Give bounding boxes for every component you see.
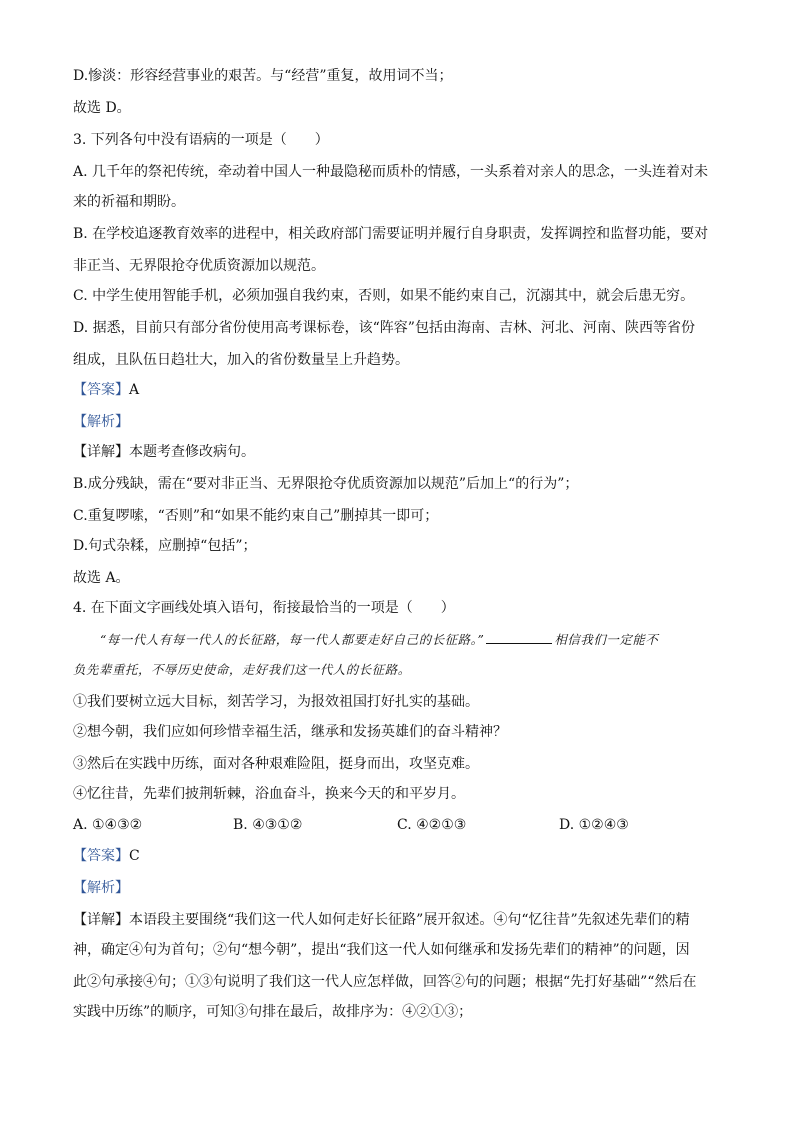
q4-option-c: C. ④②①③ — [397, 817, 467, 833]
q3-answer-line — [73, 380, 723, 400]
text-line: 此②句承接④句；①③句说明了我们这一代人应怎样做，回答②句的问题；根据“先打好基础”“然后在 — [73, 974, 697, 990]
q3-analysis-line — [73, 412, 723, 432]
q3-answer: A — [129, 382, 140, 398]
q4-sentence-4: ④忆往昔，先辈们披荆斩棘，浴血奋斗，换来今天的和平岁月。 — [73, 786, 465, 802]
q4-analysis-line — [73, 878, 723, 898]
q4-passage-line-2: 负先辈重托，不辱历史使命，走好我们这一代人的长征路。 — [73, 662, 411, 677]
q3-option-b: B. 在学校追逐教育效率的进程中，相关政府部门需要证明并履行自身职责，发挥调控和监督功能，要对 — [73, 226, 709, 242]
q4-answer: C — [129, 848, 140, 864]
text-line: B.成分残缺，需在“要对非正当、无界限抢夺优质资源加以规范”后加上“的行为”； — [73, 476, 579, 492]
q3-detail-line: 【详解】本题考查修改病句。 — [73, 444, 255, 460]
q4-options — [73, 815, 723, 835]
answer-tag: 【答案】 — [73, 382, 129, 398]
detail-tag: 【详解】 — [73, 444, 129, 460]
fill-blank — [486, 630, 552, 644]
text-line: D.惨淡：形容经营事业的艰苦。与“经营”重复，故用词不当； — [73, 68, 453, 84]
text-line: C.重复啰嗦，“否则”和“如果不能约束自己”删掉其一即可； — [73, 508, 439, 524]
text-line: 故选 A。 — [73, 570, 130, 586]
text-line: 神，确定④句为首句；②句“想今朝”，提出“我们这一代人如何继承和发扬先辈们的精神”的问题，因 — [73, 942, 690, 958]
q3-option-d-cont: 组成，且队伍日趋壮大，加入的省份数量呈上升趋势。 — [73, 352, 409, 368]
answer-tag: 【答案】 — [73, 848, 129, 864]
analysis-tag: 【解析】 — [73, 880, 129, 896]
analysis-tag: 【解析】 — [73, 414, 129, 430]
q3-option-a: A. 几千年的祭祀传统，牵动着中国人一种最隐秘而质朴的情感，一头系着对亲人的思念，一头连着对未 — [73, 164, 709, 180]
q3-option-c: C. 中学生使用智能手机，必须加强自我约束，否则，如果不能约束自己，沉溺其中，就会后患无穷。 — [73, 288, 695, 304]
q4-option-a: A. ①④③② — [73, 817, 143, 833]
detail-tag: 【详解】 — [73, 912, 129, 928]
question-4-stem: 4. 在下面文字画线处填入语句，衔接最恰当的一项是（ ） — [73, 600, 455, 616]
q3-option-b-cont: 非正当、无界限抢夺优质资源加以规范。 — [73, 258, 325, 274]
text-line: 实践中历练”的顺序，可知③句排在最后，故排序为：④②①③； — [73, 1004, 473, 1020]
text-line: D.句式杂糅，应删掉“包括”； — [73, 538, 257, 554]
q4-option-d: D. ①②④③ — [559, 817, 629, 833]
q4-passage-line-1: “每一代人有每一代人的长征路，每一代人都要走好自己的长征路。” 相信我们一定能不 — [100, 632, 659, 647]
q3-option-d: D. 据悉，目前只有部分省份使用高考课标卷，该“阵容”包括由海南、吉林、河北、河南、陕西等省份 — [73, 320, 695, 336]
q4-sentence-2: ②想今朝，我们应如何珍惜幸福生活，继承和发扬英雄们的奋斗精神？ — [73, 724, 507, 740]
q4-answer-line — [73, 846, 723, 866]
q4-option-b: B. ④③①② — [233, 817, 303, 833]
q4-sentence-1: ①我们要树立远大目标，刻苦学习，为报效祖国打好扎实的基础。 — [73, 694, 479, 710]
q4-detail-line: 【详解】本语段主要围绕“我们这一代人如何走好长征路”展开叙述。④句“忆往昔”先叙述先辈们的精 — [73, 912, 690, 928]
q3-option-a-cont: 来的祈福和期盼。 — [73, 194, 185, 210]
text-line: 故选 D。 — [73, 100, 131, 116]
q4-sentence-3: ③然后在实践中历练，面对各种艰难险阻，挺身而出，攻坚克难。 — [73, 756, 479, 772]
question-3-stem: 3. 下列各句中没有语病的一项是（ ） — [73, 132, 329, 148]
